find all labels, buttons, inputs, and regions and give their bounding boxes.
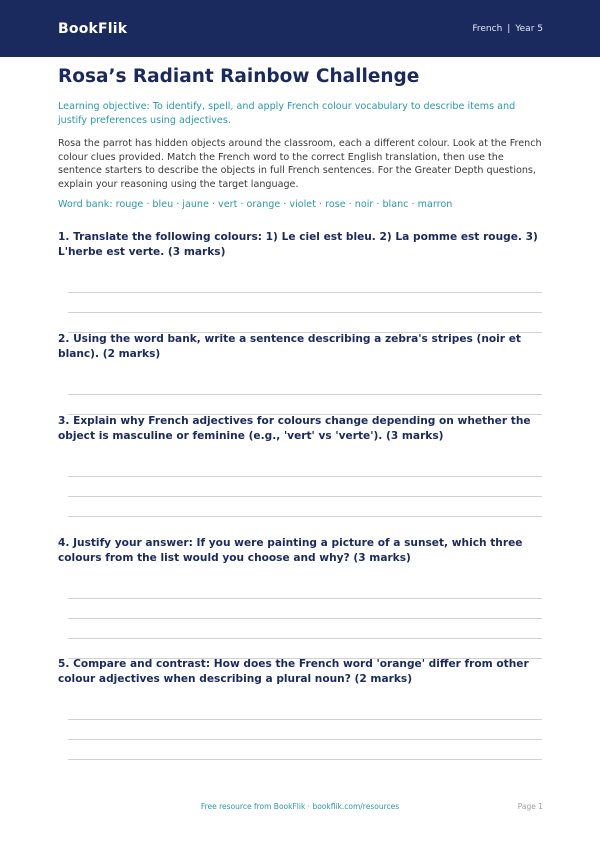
answer-line[interactable] [68, 516, 542, 517]
subject-year [472, 24, 543, 34]
worksheet-title: Rosa’s Radiant Rainbow Challenge [58, 66, 420, 87]
brand-logo: BookFlik [58, 20, 128, 37]
answer-line[interactable] [68, 598, 542, 599]
question-5: 5. Compare and contrast: How does the French word 'orange' differ from other colour adjectives when describing a plural noun? (2 marks) [58, 658, 529, 685]
answer-line[interactable] [68, 496, 542, 497]
answer-line[interactable] [68, 719, 542, 720]
subject-label: French [472, 23, 503, 34]
learning-objective: Learning objective: To identify, spell, and apply French colour vocabulary to describe items and justify preferences using adjectives. [58, 101, 516, 126]
question-2: 2. Using the word bank, write a sentence describing a zebra's stripes (noir et blanc). (2 marks) [58, 333, 521, 360]
answer-line[interactable] [68, 618, 542, 619]
year-label: Year 5 [515, 23, 543, 34]
page-header [0, 0, 600, 57]
answer-line[interactable] [68, 739, 542, 740]
answer-line[interactable] [68, 312, 542, 313]
answer-line[interactable] [68, 476, 542, 477]
page-number: Page 1 [517, 802, 543, 811]
meta-separator: | [507, 23, 511, 34]
answer-line[interactable] [68, 394, 542, 395]
intro-text: Rosa the parrot has hidden objects around the classroom, each a different colour. Look at the French colour clues provided. Match the French word to the correct English translation, then use the sentence starters to describe the objects in full French sentences. For the Greater Depth questions, explain your reasoning using the target language. [58, 138, 542, 190]
question-1: 1. Translate the following colours: 1) Le ciel est bleu. 2) La pomme est rouge. 3) L'herbe est verte. (3 marks) [58, 231, 538, 258]
question-3: 3. Explain why French adjectives for colours change depending on whether the object is masculine or feminine (e.g., 'vert' vs 'verte'). (3 marks) [58, 415, 531, 442]
word-bank: Word bank: rouge · bleu · jaune · vert · orange · violet · rose · noir · blanc · marron [58, 199, 453, 210]
answer-line[interactable] [68, 759, 542, 760]
answer-line[interactable] [68, 638, 542, 639]
page-footer [0, 802, 600, 814]
answer-line[interactable] [68, 292, 542, 293]
footer-credit-link[interactable]: Free resource from BookFlik · bookflik.com/resources [200, 802, 400, 811]
question-4: 4. Justify your answer: If you were painting a picture of a sunset, which three colours from the list would you choose and why? (3 marks) [58, 537, 523, 564]
